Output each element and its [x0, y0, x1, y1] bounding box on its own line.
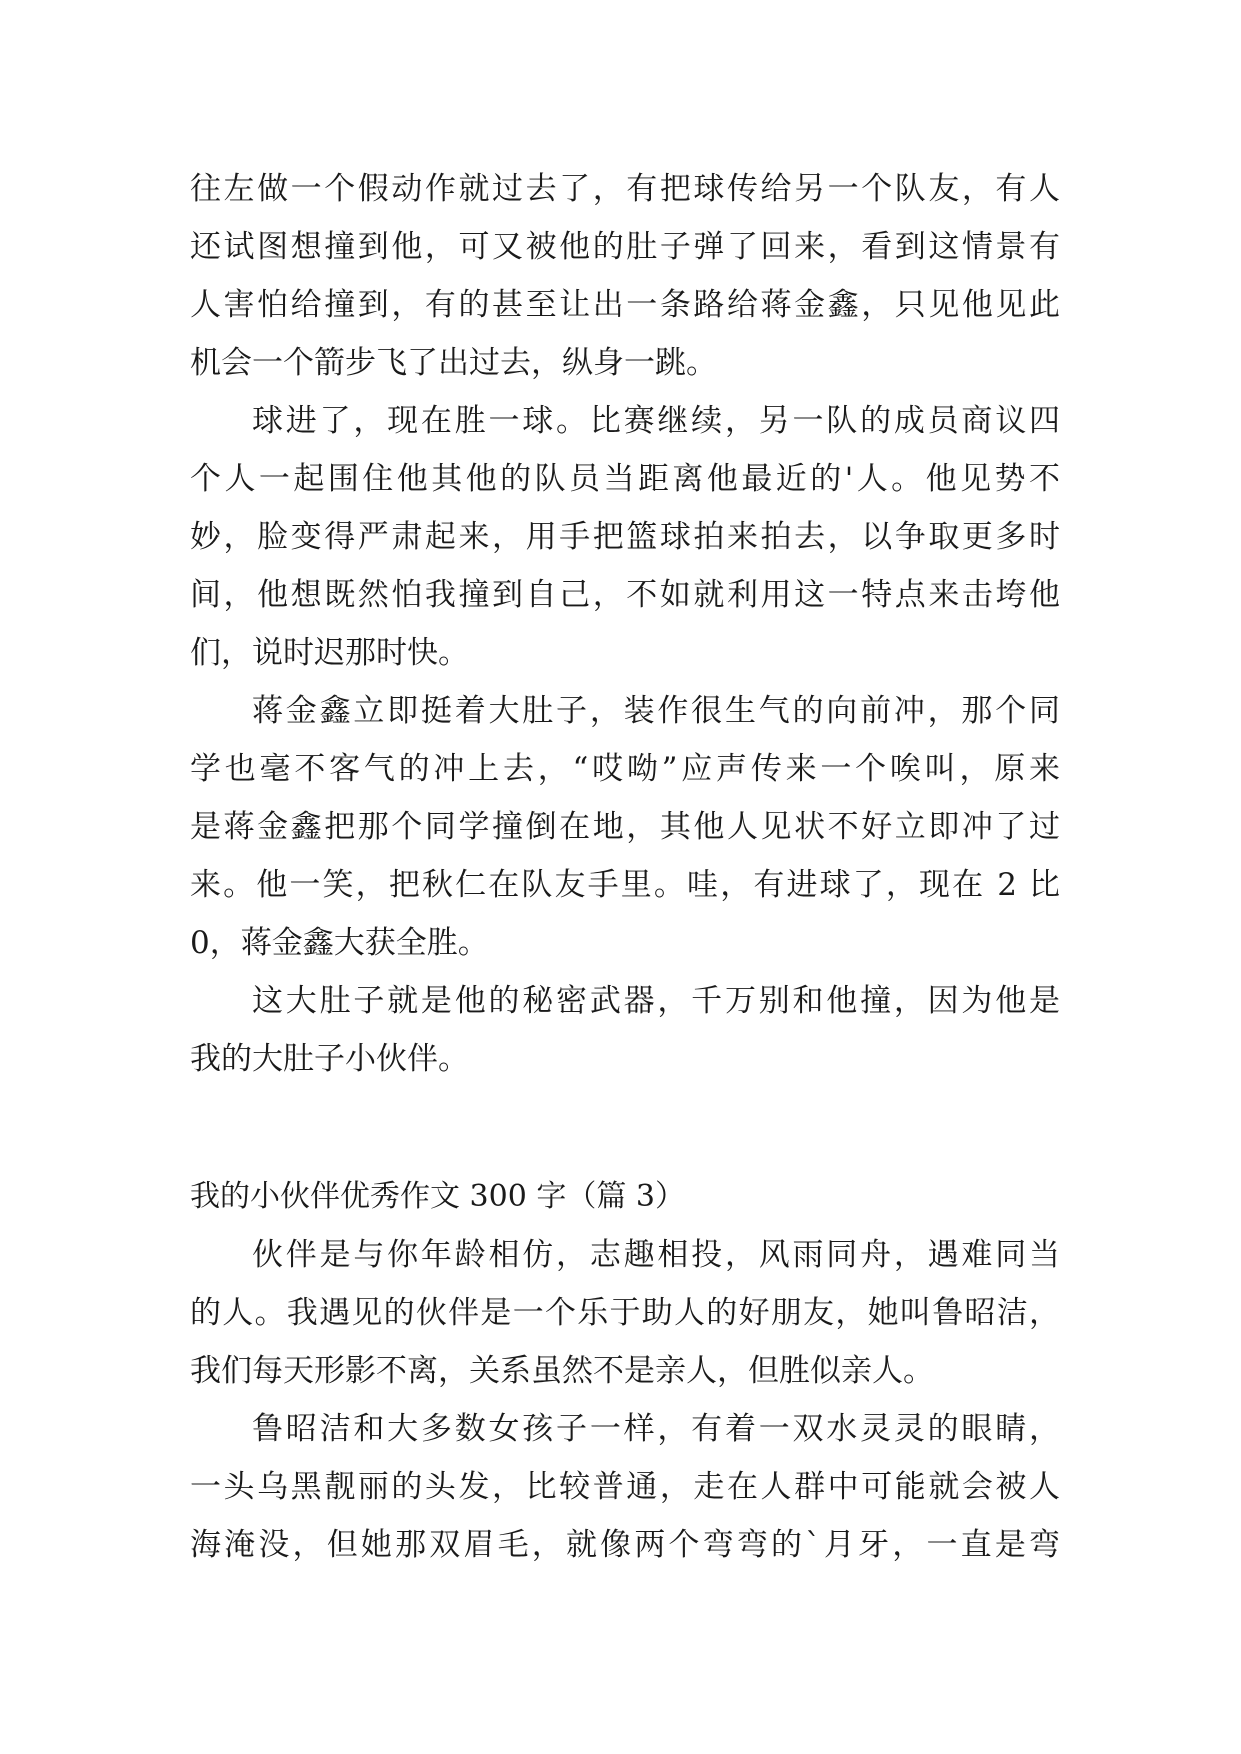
paragraph-line: 人害怕给撞到，有的甚至让出一条路给蒋金鑫，只见他见此: [190, 287, 1060, 323]
paragraph-line: 一头乌黑靓丽的头发，比较普通，走在人群中可能就会被人: [190, 1469, 1060, 1505]
document-page: [190, 160, 1060, 1574]
paragraph-line: 海淹没，但她那双眉毛，就像两个弯弯的`月牙，一直是弯: [190, 1527, 1060, 1563]
paragraph-line: 我们每天形影不离，关系虽然不是亲人，但胜似亲人。: [190, 1353, 934, 1389]
paragraph-line: 蒋金鑫立即挺着大肚子，装作很生气的向前冲，那个同: [252, 693, 1060, 729]
paragraph-line: 球进了，现在胜一球。比赛继续，另一队的成员商议四: [252, 403, 1060, 439]
paragraph-line: 这大肚子就是他的秘密武器，千万别和他撞，因为他是: [252, 983, 1060, 1019]
paragraph-line: 往左做一个假动作就过去了，有把球传给另一个队友，有人: [190, 171, 1060, 207]
section-paragraph-2: [190, 1400, 1060, 1574]
paragraph-line: 个人一起围住他其他的队员当距离他最近的'人。他见势不: [190, 461, 1060, 497]
paragraph-line: 伙伴是与你年龄相仿，志趣相投，风雨同舟，遇难同当: [252, 1237, 1060, 1273]
paragraph-line: 来。他一笑，把秋仁在队友手里。哇，有进球了，现在 2 比: [190, 867, 1060, 903]
paragraph-line: 0，蒋金鑫大获全胜。: [190, 925, 489, 961]
paragraph-line: 间，他想既然怕我撞到自己，不如就利用这一特点来击垮他: [190, 577, 1060, 613]
paragraph-3: [190, 682, 1060, 972]
paragraph-line: 我的大肚子小伙伴。: [190, 1041, 469, 1077]
section-heading: 我的小伙伴优秀作文 300 字（篇 3）: [190, 1179, 685, 1214]
paragraph-line: 鲁昭洁和大多数女孩子一样，有着一双水灵灵的眼睛，: [252, 1411, 1060, 1447]
paragraph-4: [190, 972, 1060, 1088]
paragraph-line: 还试图想撞到他，可又被他的肚子弹了回来，看到这情景有: [190, 229, 1060, 265]
paragraph-line: 是蒋金鑫把那个同学撞倒在地，其他人见状不好立即冲了过: [190, 809, 1060, 845]
paragraph-line: 的人。我遇见的伙伴是一个乐于助人的好朋友，她叫鲁昭洁，: [190, 1295, 1060, 1331]
paragraph-1: [190, 160, 1060, 392]
section-gap: [190, 1088, 1060, 1168]
paragraph-line: 妙，脸变得严肃起来，用手把篮球拍来拍去，以争取更多时: [190, 519, 1060, 555]
paragraph-2: [190, 392, 1060, 682]
paragraph-line: 们，说时迟那时快。: [190, 635, 469, 671]
paragraph-line: 机会一个箭步飞了出过去，纵身一跳。: [190, 345, 717, 381]
paragraph-line: 学也毫不客气的冲上去，“哎呦”应声传来一个唉叫，原来: [190, 751, 1060, 787]
section-paragraph-1: [190, 1226, 1060, 1400]
